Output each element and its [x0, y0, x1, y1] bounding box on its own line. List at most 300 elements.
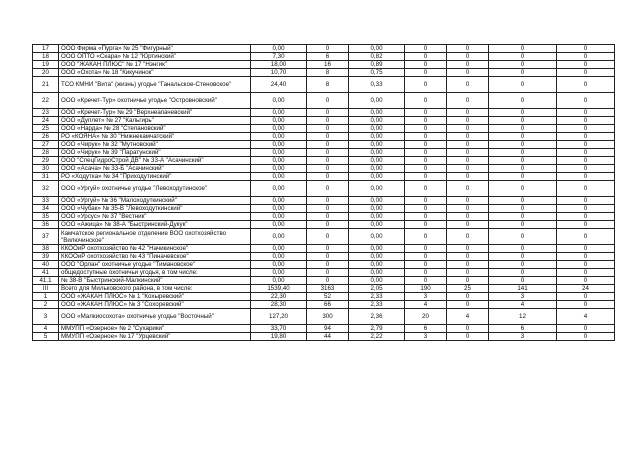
value-s: 190: [405, 285, 447, 293]
ground-name: ООО «Ургуй» охотничье угодье "Левоходутинское": [59, 181, 251, 197]
value-area: 28,30: [251, 301, 307, 309]
value-s: 0: [405, 269, 447, 277]
hunting-grounds-table: [32, 44, 615, 341]
value-count: 0: [307, 213, 349, 221]
row-number: 33: [33, 197, 59, 205]
row-number: 36: [33, 221, 59, 229]
value-z: 0: [557, 93, 615, 109]
value-s: 0: [405, 181, 447, 197]
ground-name: ООО «Охота» № 18 "Кикучинок": [59, 69, 251, 77]
value-s2: 0: [447, 165, 489, 173]
value-s: 0: [405, 93, 447, 109]
value-count: 0: [307, 205, 349, 213]
row-number: 30: [33, 165, 59, 173]
value-area: 127,20: [251, 309, 307, 325]
value-density: 0,00: [349, 133, 405, 141]
table-row: [33, 333, 615, 341]
value-area: 0,00: [251, 157, 307, 165]
row-number: 18: [33, 53, 59, 61]
table-row: [33, 269, 615, 277]
value-count: 0: [307, 141, 349, 149]
value-density: 0,00: [349, 181, 405, 197]
value-density: 0,00: [349, 173, 405, 181]
value-count: 8: [307, 69, 349, 77]
value-s2: 0: [447, 173, 489, 181]
table-row: [33, 245, 615, 253]
table-row: [33, 221, 615, 229]
value-area: 0,00: [251, 117, 307, 125]
value-s2: 0: [447, 77, 489, 93]
value-count: 0: [307, 245, 349, 253]
value-area: 0,00: [251, 181, 307, 197]
value-s2: 0: [447, 61, 489, 69]
value-s2: 0: [447, 277, 489, 285]
value-p: 0: [489, 197, 557, 205]
ground-name: общедоступные охотничьи угодья, в том числе:: [59, 269, 251, 277]
value-s: 0: [405, 61, 447, 69]
table-row: [33, 229, 615, 245]
value-density: 0,00: [349, 277, 405, 285]
row-number: 17: [33, 45, 59, 53]
value-area: 19,80: [251, 333, 307, 341]
ground-name: ООО «ЖАКАН ПЛЮС» № 3 "Сохоревский": [59, 301, 251, 309]
row-number: 31: [33, 173, 59, 181]
value-s2: 0: [447, 133, 489, 141]
ground-name: ООО ОПТО «Скара» № 12 "Юртинский": [59, 53, 251, 61]
value-density: 0,33: [349, 77, 405, 93]
value-s2: 0: [447, 205, 489, 213]
value-s2: 25: [447, 285, 489, 293]
row-number: 28: [33, 149, 59, 157]
value-count: 0: [307, 229, 349, 245]
value-p: 0: [489, 173, 557, 181]
table-row: [33, 141, 615, 149]
value-z: 0: [557, 77, 615, 93]
value-z: 0: [557, 205, 615, 213]
value-count: 0: [307, 181, 349, 197]
value-count: 44: [307, 333, 349, 341]
table-row: [33, 61, 615, 69]
value-p: 0: [489, 117, 557, 125]
value-s: 0: [405, 213, 447, 221]
value-density: 2,33: [349, 293, 405, 301]
value-s: 6: [405, 325, 447, 333]
value-area: 0,00: [251, 269, 307, 277]
value-z: 0: [557, 301, 615, 309]
value-p: 4: [489, 301, 557, 309]
row-number: 32: [33, 181, 59, 197]
value-area: 24,40: [251, 77, 307, 93]
value-s2: 4: [447, 309, 489, 325]
ground-name: Камчатское региональное отделение ВОО охотхозяйство "Вилючинское": [59, 229, 251, 245]
value-count: 3163: [307, 285, 349, 293]
value-density: 0,00: [349, 125, 405, 133]
ground-name: РО «КОЯНА» № 30 "Нижнекамчатский": [59, 133, 251, 141]
table-row: [33, 301, 615, 309]
value-count: 0: [307, 261, 349, 269]
row-number: 23: [33, 109, 59, 117]
value-area: 0,00: [251, 253, 307, 261]
value-p: 0: [489, 69, 557, 77]
value-s2: 0: [447, 229, 489, 245]
ground-name: ООО «Чирук» № 32 "Мутновский": [59, 141, 251, 149]
table-row: [33, 309, 615, 325]
value-density: 0,00: [349, 261, 405, 269]
value-s: 0: [405, 197, 447, 205]
value-p: 0: [489, 213, 557, 221]
ground-name: РО «Ходутка» № 34 "Приходутинский": [59, 173, 251, 181]
table-row: [33, 133, 615, 141]
ground-name: ООО «Кречет-Тур» охотничье угодье "Островновский": [59, 93, 251, 109]
value-density: 2,05: [349, 285, 405, 293]
table-row: [33, 165, 615, 173]
table-row: [33, 109, 615, 117]
value-count: 0: [307, 197, 349, 205]
value-s: 0: [405, 221, 447, 229]
row-number: 25: [33, 125, 59, 133]
ground-name: ООО "СпецГидроСтрой ДВ" № 33-А "Асачинский": [59, 157, 251, 165]
ground-name: ООО «Урсус» № 37 "Вестник": [59, 213, 251, 221]
value-density: 0,00: [349, 109, 405, 117]
row-number: 34: [33, 205, 59, 213]
value-p: 0: [489, 133, 557, 141]
value-area: 7,30: [251, 53, 307, 61]
value-count: 0: [307, 221, 349, 229]
value-count: 94: [307, 325, 349, 333]
value-z: 4: [557, 309, 615, 325]
value-density: 0,00: [349, 157, 405, 165]
value-z: 0: [557, 125, 615, 133]
value-s2: 0: [447, 333, 489, 341]
value-s: 0: [405, 277, 447, 285]
value-s: 0: [405, 109, 447, 117]
value-s: 0: [405, 133, 447, 141]
value-p: 3: [489, 293, 557, 301]
table-row: [33, 53, 615, 61]
value-p: 0: [489, 109, 557, 117]
value-p: 0: [489, 229, 557, 245]
value-s2: 0: [447, 93, 489, 109]
ground-name: ККООиР охотхозяйство № 42 "Начикинское": [59, 245, 251, 253]
value-count: 0: [307, 277, 349, 285]
value-density: 0,00: [349, 149, 405, 157]
row-number: 24: [33, 117, 59, 125]
row-number: 27: [33, 141, 59, 149]
value-area: 18,00: [251, 61, 307, 69]
value-count: 0: [307, 165, 349, 173]
table-row: [33, 205, 615, 213]
value-s2: 0: [447, 293, 489, 301]
value-s2: 0: [447, 125, 489, 133]
value-area: 0,00: [251, 261, 307, 269]
row-number: 37: [33, 229, 59, 245]
value-s: 0: [405, 245, 447, 253]
row-number: 41.1: [33, 277, 59, 285]
value-s: 3: [405, 333, 447, 341]
row-number: 2: [33, 301, 59, 309]
table-row: [33, 261, 615, 269]
value-z: 0: [557, 277, 615, 285]
ground-name: ООО «Малкиосохота» охотничье угодье "Восточный": [59, 309, 251, 325]
value-z: 0: [557, 325, 615, 333]
value-z: 0: [557, 69, 615, 77]
value-s: 4: [405, 301, 447, 309]
value-area: 0,00: [251, 125, 307, 133]
value-s: 0: [405, 205, 447, 213]
value-s: 0: [405, 253, 447, 261]
value-area: 0,00: [251, 45, 307, 53]
value-p: 0: [489, 277, 557, 285]
value-density: 0,00: [349, 205, 405, 213]
value-z: 0: [557, 269, 615, 277]
value-s: 0: [405, 149, 447, 157]
value-p: 6: [489, 325, 557, 333]
value-s2: 0: [447, 141, 489, 149]
value-s: 0: [405, 261, 447, 269]
row-number: 1: [33, 293, 59, 301]
value-z: 0: [557, 165, 615, 173]
value-p: 141: [489, 285, 557, 293]
value-p: 0: [489, 205, 557, 213]
row-number: 21: [33, 77, 59, 93]
value-density: 0,00: [349, 245, 405, 253]
table-row: [33, 125, 615, 133]
value-count: 52: [307, 293, 349, 301]
value-s2: 0: [447, 253, 489, 261]
value-area: 0,00: [251, 245, 307, 253]
value-p: 0: [489, 221, 557, 229]
value-z: 0: [557, 53, 615, 61]
ground-name: ООО «Чубак» № 35-В "Левоходуткинский": [59, 205, 251, 213]
value-count: 0: [307, 125, 349, 133]
value-p: 0: [489, 45, 557, 53]
value-area: 1539,40: [251, 285, 307, 293]
value-area: 0,00: [251, 229, 307, 245]
value-s2: 0: [447, 197, 489, 205]
value-s2: 0: [447, 53, 489, 61]
ground-name: № 38-В "Быстринский-Малкинский": [59, 277, 251, 285]
value-density: 0,00: [349, 165, 405, 173]
row-number: 4: [33, 325, 59, 333]
value-s2: 0: [447, 261, 489, 269]
value-area: 0,00: [251, 213, 307, 221]
value-s2: 0: [447, 181, 489, 197]
value-z: 0: [557, 117, 615, 125]
ground-name: ООО «Ажица» № 38-А "Быстринский-Дукук": [59, 221, 251, 229]
value-z: 0: [557, 261, 615, 269]
value-s: 0: [405, 45, 447, 53]
value-count: 16: [307, 61, 349, 69]
table-row: [33, 93, 615, 109]
table-row: [33, 45, 615, 53]
ground-name: ООО Фирма «Пурга» № 25 "Фигурный": [59, 45, 251, 53]
value-p: 12: [489, 309, 557, 325]
table-row: [33, 285, 615, 293]
value-count: 0: [307, 253, 349, 261]
ground-name: ООО «ЖАКАН ПЛЮС» № 1 "Кохыревский": [59, 293, 251, 301]
table-row: [33, 181, 615, 197]
value-s: 0: [405, 229, 447, 245]
value-p: 0: [489, 245, 557, 253]
value-density: 0,00: [349, 213, 405, 221]
value-density: 0,00: [349, 253, 405, 261]
row-number: 20: [33, 69, 59, 77]
value-density: 0,00: [349, 221, 405, 229]
value-s2: 0: [447, 45, 489, 53]
value-s: 0: [405, 165, 447, 173]
table-row: [33, 325, 615, 333]
ground-name: ООО "Орлан" охотничье угодье "Тимановское": [59, 261, 251, 269]
value-density: 2,79: [349, 325, 405, 333]
table-row: [33, 149, 615, 157]
value-s2: 0: [447, 157, 489, 165]
ground-name: ММУПП «Озерное» № 2 "Сухарики": [59, 325, 251, 333]
value-count: 66: [307, 301, 349, 309]
row-number: 39: [33, 253, 59, 261]
ground-name: ООО «Асача» № 33-Б "Асачинский": [59, 165, 251, 173]
value-s: 0: [405, 117, 447, 125]
value-s2: 0: [447, 221, 489, 229]
value-density: 0,00: [349, 269, 405, 277]
value-count: 0: [307, 45, 349, 53]
value-s2: 0: [447, 301, 489, 309]
ground-name: ООО «Чирук» № 39 "Паратунский": [59, 149, 251, 157]
row-number: 40: [33, 261, 59, 269]
value-s: 0: [405, 69, 447, 77]
row-number: III: [33, 285, 59, 293]
value-p: 0: [489, 269, 557, 277]
value-z: 0: [557, 149, 615, 157]
value-s: 0: [405, 157, 447, 165]
value-z: 0: [557, 333, 615, 341]
value-p: 0: [489, 253, 557, 261]
row-number: 5: [33, 333, 59, 341]
value-area: 0,00: [251, 165, 307, 173]
row-number: 26: [33, 133, 59, 141]
ground-name: ККООиР охотхозяйство № 43 "Пиначевское": [59, 253, 251, 261]
value-area: 0,00: [251, 109, 307, 117]
value-s: 0: [405, 125, 447, 133]
value-z: 0: [557, 213, 615, 221]
value-count: 0: [307, 109, 349, 117]
table-body: [33, 45, 615, 341]
value-z: 24: [557, 285, 615, 293]
value-s: 0: [405, 173, 447, 181]
value-p: 0: [489, 53, 557, 61]
value-p: 0: [489, 93, 557, 109]
value-z: 0: [557, 109, 615, 117]
value-area: 0,00: [251, 141, 307, 149]
value-area: 0,00: [251, 221, 307, 229]
value-s: 0: [405, 53, 447, 61]
value-density: 0,75: [349, 69, 405, 77]
value-count: 0: [307, 133, 349, 141]
value-density: 0,00: [349, 229, 405, 245]
value-count: 300: [307, 309, 349, 325]
value-density: 2,33: [349, 301, 405, 309]
value-count: 8: [307, 77, 349, 93]
value-density: 0,00: [349, 93, 405, 109]
value-density: 2,36: [349, 309, 405, 325]
value-count: 6: [307, 53, 349, 61]
table-row: [33, 277, 615, 285]
value-count: 0: [307, 173, 349, 181]
ground-name: ООО «Нарда» № 28 "Степановский": [59, 125, 251, 133]
value-s2: 0: [447, 213, 489, 221]
value-z: 0: [557, 45, 615, 53]
value-s: 20: [405, 309, 447, 325]
value-p: 0: [489, 61, 557, 69]
value-p: 0: [489, 141, 557, 149]
value-s: 0: [405, 77, 447, 93]
value-p: 0: [489, 181, 557, 197]
table-row: [33, 69, 615, 77]
table-row: [33, 77, 615, 93]
value-z: 0: [557, 221, 615, 229]
value-p: 0: [489, 77, 557, 93]
value-p: 3: [489, 333, 557, 341]
value-density: 0,00: [349, 117, 405, 125]
row-number: 22: [33, 93, 59, 109]
value-z: 0: [557, 229, 615, 245]
value-z: 0: [557, 157, 615, 165]
value-s2: 0: [447, 117, 489, 125]
value-p: 0: [489, 149, 557, 157]
value-z: 0: [557, 173, 615, 181]
document-sheet: [32, 44, 614, 341]
value-s2: 0: [447, 109, 489, 117]
value-count: 0: [307, 149, 349, 157]
value-density: 0,89: [349, 61, 405, 69]
value-p: 0: [489, 261, 557, 269]
row-number: 35: [33, 213, 59, 221]
value-area: 0,00: [251, 149, 307, 157]
value-area: 10,70: [251, 69, 307, 77]
value-z: 0: [557, 61, 615, 69]
value-area: 22,30: [251, 293, 307, 301]
value-area: 0,00: [251, 205, 307, 213]
value-s2: 0: [447, 149, 489, 157]
table-row: [33, 157, 615, 165]
value-s2: 0: [447, 69, 489, 77]
table-row: [33, 117, 615, 125]
ground-name: ООО "ЖАКАН ПЛЮС" № 17 "Нэнгик": [59, 61, 251, 69]
ground-name: ММУПП «Озерное» № 17 "Урцевский": [59, 333, 251, 341]
value-z: 0: [557, 133, 615, 141]
value-s2: 0: [447, 325, 489, 333]
value-s: 3: [405, 293, 447, 301]
value-p: 0: [489, 157, 557, 165]
ground-name: ООО «Дуплет» № 27 "Кальгирь": [59, 117, 251, 125]
value-z: 0: [557, 253, 615, 261]
value-z: 0: [557, 181, 615, 197]
value-density: 0,00: [349, 45, 405, 53]
value-area: 0,00: [251, 277, 307, 285]
table-row: [33, 213, 615, 221]
value-z: 0: [557, 141, 615, 149]
value-p: 0: [489, 165, 557, 173]
value-density: 0,00: [349, 197, 405, 205]
value-area: 0,00: [251, 93, 307, 109]
value-s2: 0: [447, 269, 489, 277]
value-p: 0: [489, 125, 557, 133]
value-density: 2,22: [349, 333, 405, 341]
value-area: 33,70: [251, 325, 307, 333]
ground-name: ООО «Ургуй» № 36 "Малоходуткинский": [59, 197, 251, 205]
table-row: [33, 197, 615, 205]
value-s: 0: [405, 141, 447, 149]
row-number: 38: [33, 245, 59, 253]
